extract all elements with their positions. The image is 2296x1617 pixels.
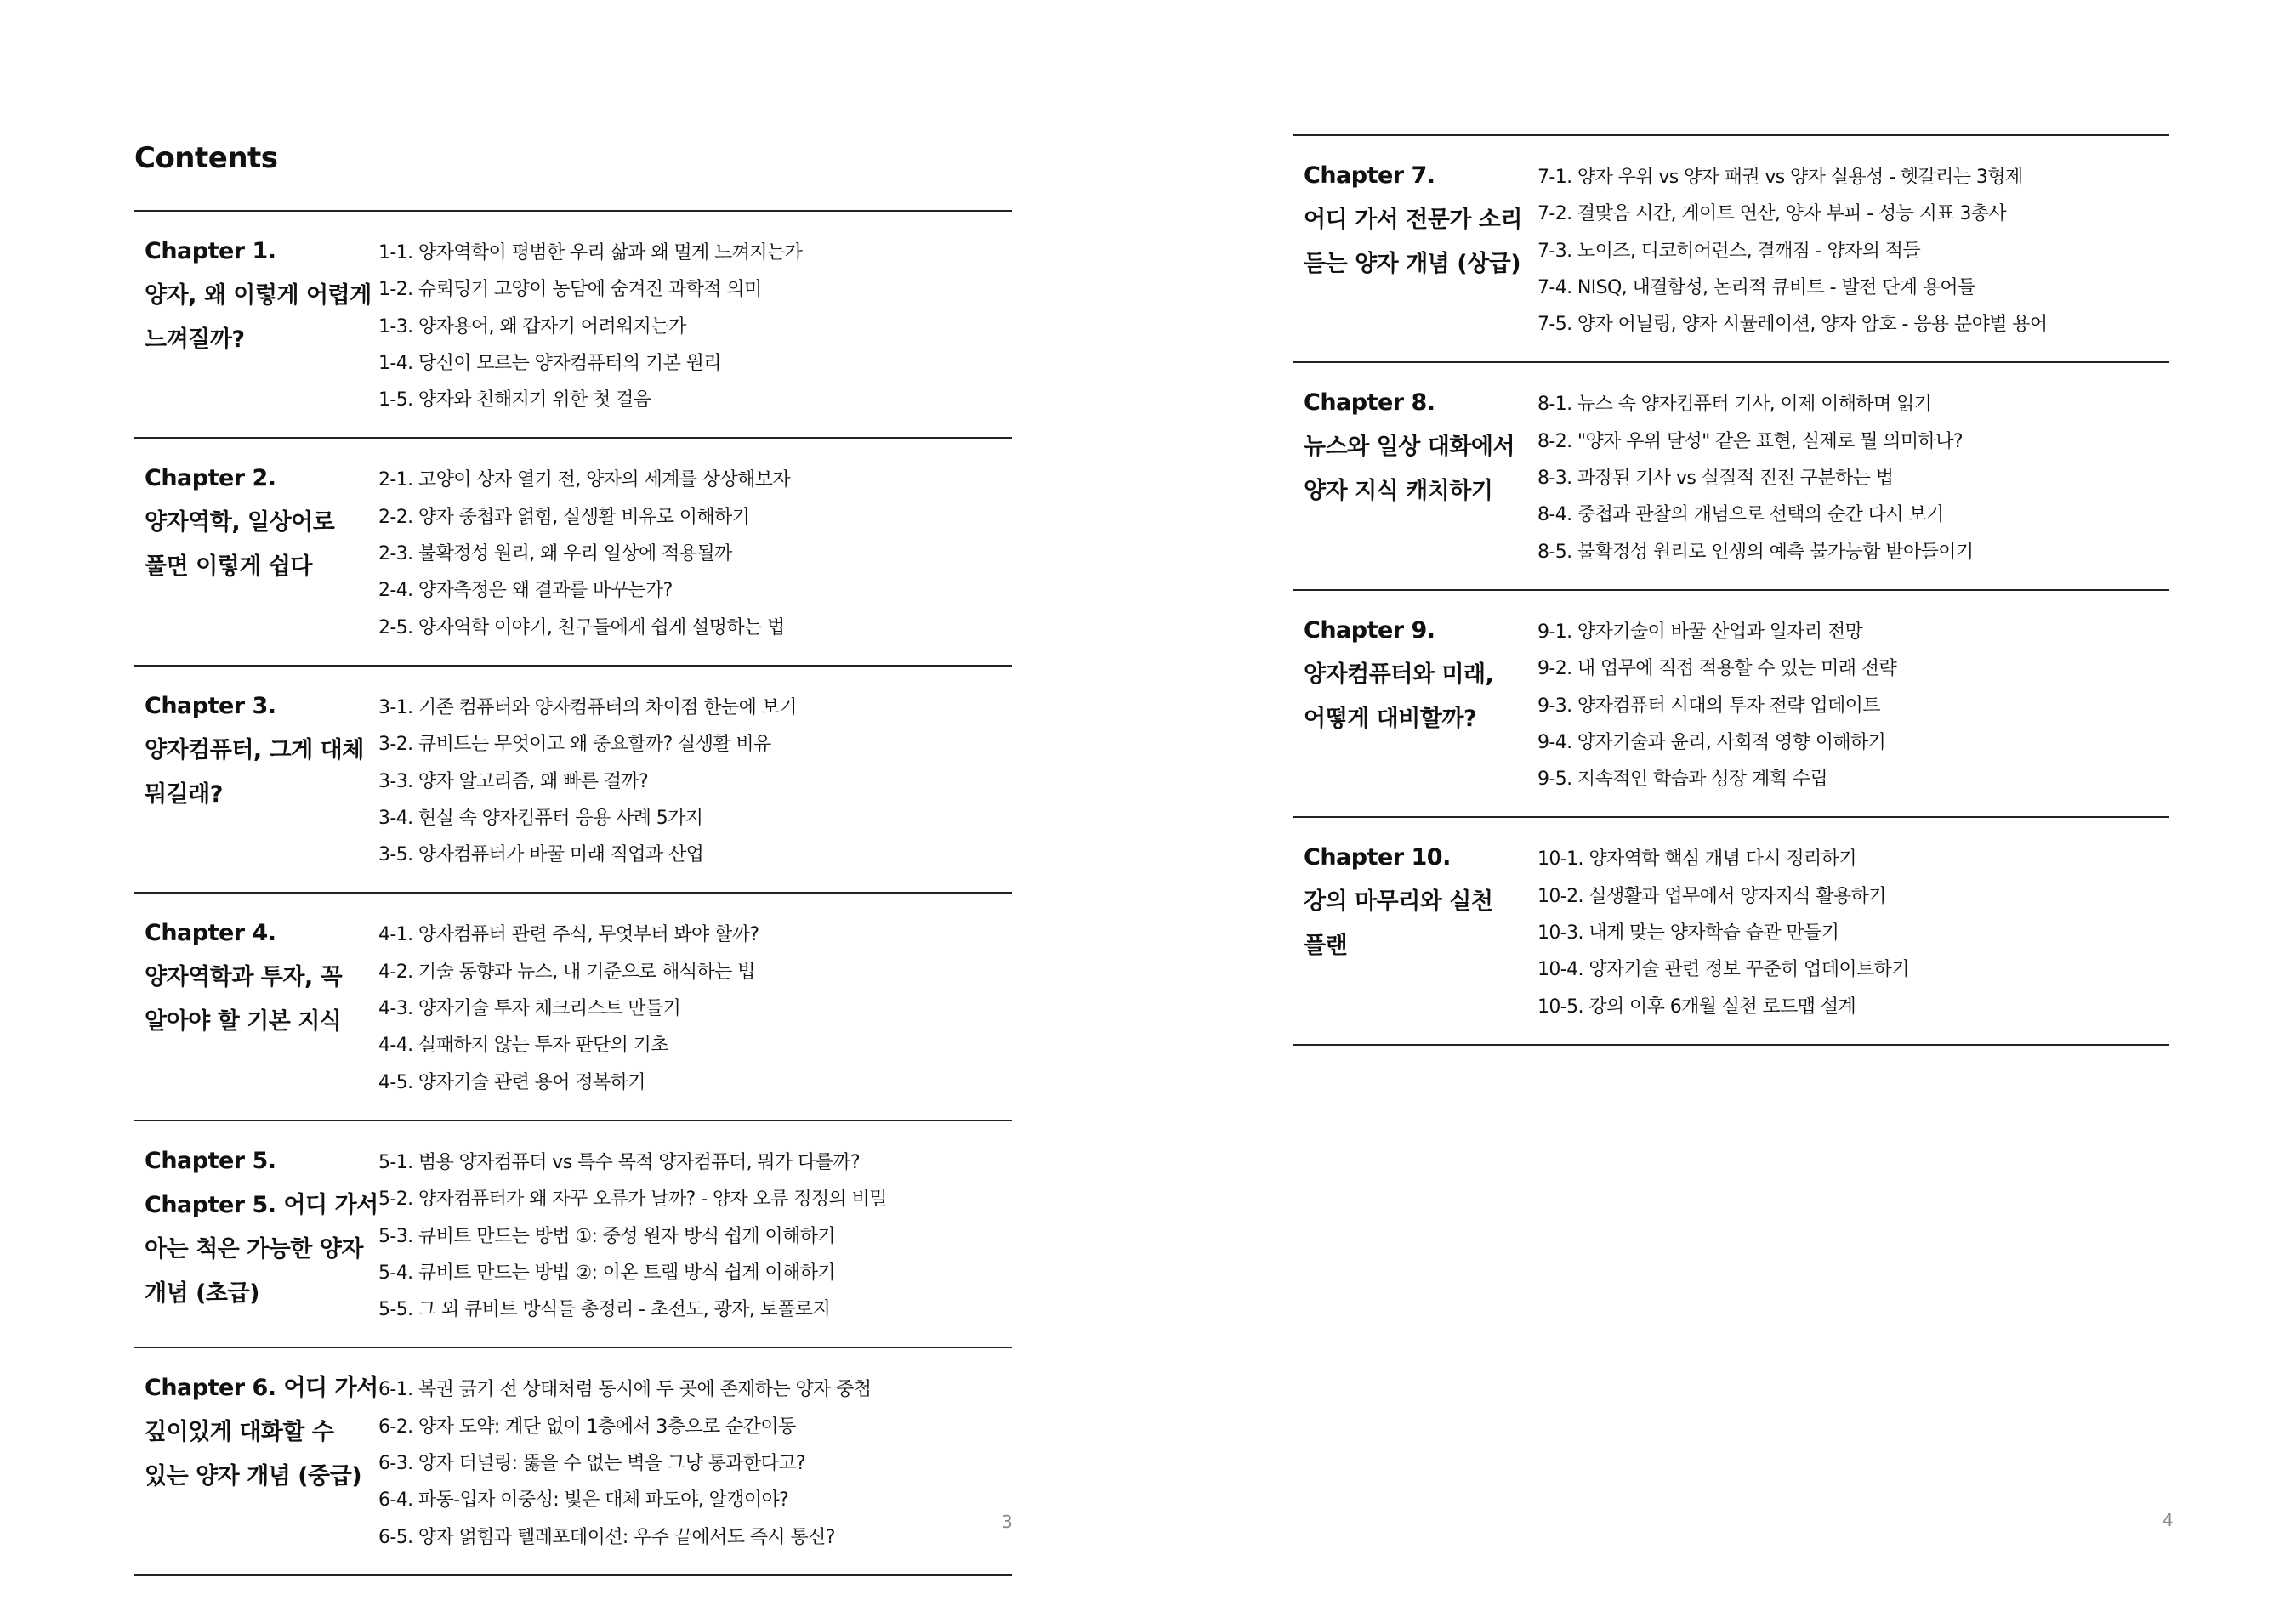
chapter-row: [134, 1348, 1012, 1575]
section-item: 3-1. 기존 컴퓨터와 양자컴퓨터의 차이점 한눈에 보기: [378, 696, 797, 718]
section-item: 6-3. 양자 터널링: 뚫을 수 없는 벽을 그냥 통과한다고?: [378, 1453, 805, 1475]
chapter-title-line: 풀면 이렇게 쉽다: [145, 553, 312, 581]
section-item: 10-4. 양자기술 관련 정보 꾸준히 업데이트하기: [1537, 959, 1909, 981]
section-item: 8-4. 중첩과 관찰의 개념으로 선택의 순간 다시 보기: [1537, 504, 1944, 526]
section-item: 5-1. 범용 양자컴퓨터 vs 특수 목적 양자컴퓨터, 뭐가 다를까?: [378, 1151, 861, 1173]
chapter-title: [1293, 836, 1537, 1024]
section-item: 2-2. 양자 중첩과 얽힘, 실생활 비유로 이해하기: [378, 506, 750, 528]
section-item: 9-3. 양자컴퓨터 시대의 투자 전략 업데이트: [1537, 695, 1880, 717]
section-item: 6-4. 파동-입자 이중성: 빛은 대체 파도야, 알갱이야?: [378, 1489, 789, 1512]
chapter-title-line: 느껴질까?: [145, 326, 245, 353]
section-item: 5-5. 그 외 큐비트 방식들 총정리 - 초전도, 광자, 토폴로지: [378, 1299, 831, 1321]
section-list: [1537, 154, 2169, 343]
section-item: 10-2. 실생활과 업무에서 양자지식 활용하기: [1537, 885, 1886, 907]
section-list: [378, 457, 1012, 645]
contents-heading: Contents: [134, 141, 278, 175]
section-item: 8-5. 불확정성 원리로 인생의 예측 불가능함 받아들이기: [1537, 541, 1974, 563]
chapter-title-line: Chapter 10.: [1304, 844, 1451, 871]
chapter-title-line: Chapter 2.: [145, 465, 276, 492]
chapter-title-line: 양자역학, 일상어로: [145, 509, 335, 536]
chapter-title-line: 개념 (초급): [145, 1279, 259, 1307]
chapter-title-line: 양자역학과 투자, 꼭: [145, 964, 343, 991]
chapter-title-line: 뉴스와 일상 대화에서: [1304, 434, 1515, 461]
chapter-title: [134, 1139, 378, 1328]
chapter-row: [134, 667, 1012, 894]
chapter-title-line: 양자컴퓨터와 미래,: [1304, 661, 1494, 688]
section-item: 9-2. 내 업무에 직접 적용할 수 있는 미래 전략: [1537, 658, 1897, 680]
section-item: 2-1. 고양이 상자 열기 전, 양자의 세계를 상상해보자: [378, 469, 791, 491]
section-item: 5-4. 큐비트 만드는 방법 ②: 이온 트랩 방식 쉽게 이해하기: [378, 1262, 836, 1284]
section-item: 2-5. 양자역학 이야기, 친구들에게 쉽게 설명하는 법: [378, 616, 785, 638]
chapter-title-line: Chapter 5.: [145, 1147, 276, 1174]
section-item: 9-4. 양자기술과 윤리, 사회적 영향 이해하기: [1537, 731, 1886, 753]
section-item: 4-3. 양자기술 투자 체크리스트 만들기: [378, 998, 681, 1020]
chapter-title-line: 어디 가서 전문가 소리: [1304, 207, 1522, 233]
right-page: [1148, 0, 2296, 1617]
section-list: [1537, 609, 2169, 797]
chapter-title-line: Chapter 5. 어디 가서: [145, 1191, 378, 1218]
chapter-title: [134, 230, 378, 418]
section-item: 7-1. 양자 우위 vs 양자 패권 vs 양자 실용성 - 헷갈리는 3형제: [1537, 167, 2023, 188]
section-item: 1-3. 양자용어, 왜 갑자기 어려워지는가: [378, 315, 686, 338]
section-item: 4-2. 기술 동향과 뉴스, 내 기준으로 해석하는 법: [378, 961, 755, 983]
section-item: 4-1. 양자컴퓨터 관련 주식, 무엇부터 봐야 할까?: [378, 924, 759, 946]
chapter-row: [1293, 363, 2169, 590]
chapter-title-line: 어떻게 대비할까?: [1304, 705, 1477, 732]
section-item: 9-5. 지속적인 학습과 성장 계획 수립: [1537, 769, 1827, 791]
section-item: 6-1. 복권 긁기 전 상태처럼 동시에 두 곳에 존재하는 양자 중첩: [378, 1379, 872, 1401]
section-list: [1537, 836, 2169, 1024]
chapter-title: [1293, 381, 1537, 570]
chapter-title-line: Chapter 1.: [145, 238, 276, 264]
section-item: 9-1. 양자기술이 바꿀 산업과 일자리 전망: [1537, 621, 1863, 643]
section-item: 3-5. 양자컴퓨터가 바꿀 미래 직업과 산업: [378, 844, 704, 866]
chapter-title-line: 플랜: [1304, 933, 1348, 960]
chapter-row: [134, 439, 1012, 666]
section-item: 7-4. NISQ, 내결함성, 논리적 큐비트 - 발전 단계 용어들: [1537, 276, 1975, 298]
chapter-title-line: 아는 척은 가능한 양자: [145, 1235, 363, 1262]
chapter-row: [1293, 818, 2169, 1045]
chapter-title-line: Chapter 3.: [145, 692, 276, 719]
chapter-title-line: 깊이있게 대화할 수: [145, 1419, 334, 1446]
table-of-contents-right: [1293, 134, 2169, 1046]
section-item: 2-4. 양자측정은 왜 결과를 바꾸는가?: [378, 580, 673, 602]
section-item: 10-1. 양자역학 핵심 개념 다시 정리하기: [1537, 848, 1857, 871]
chapter-title: [134, 684, 378, 873]
chapter-title: [1293, 609, 1537, 797]
chapter-title-line: 듣는 양자 개념 (상급): [1304, 251, 1521, 277]
chapter-title: [134, 1366, 378, 1555]
chapter-title: [134, 911, 378, 1100]
section-item: 3-2. 큐비트는 무엇이고 왜 중요할까? 실생활 비유: [378, 734, 771, 756]
chapter-title-line: 양자, 왜 이렇게 어렵게: [145, 282, 372, 309]
section-list: [378, 911, 1012, 1100]
chapter-title-line: 양자 지식 캐치하기: [1304, 478, 1493, 505]
section-item: 1-5. 양자와 친해지기 위한 첫 걸음: [378, 389, 651, 411]
page-number: 4: [2162, 1510, 2174, 1530]
chapter-title-line: Chapter 8.: [1304, 389, 1435, 417]
chapter-title-line: Chapter 7.: [1304, 162, 1435, 189]
chapter-row: [1293, 591, 2169, 818]
section-item: 6-5. 양자 얽힘과 텔레포테이션: 우주 끝에서도 즉시 통신?: [378, 1526, 835, 1548]
chapter-title-line: 있는 양자 개념 (중급): [145, 1463, 362, 1490]
section-item: 8-3. 과장된 기사 vs 실질적 진전 구분하는 법: [1537, 468, 1894, 490]
section-item: 1-1. 양자역학이 평범한 우리 삶과 왜 멀게 느껴지는가: [378, 242, 803, 264]
section-item: 1-2. 슈뢰딩거 고양이 농담에 숨겨진 과학적 의미: [378, 279, 762, 301]
chapter-title-line: 뭐길래?: [145, 780, 223, 808]
chapter-row: [134, 894, 1012, 1121]
section-item: 7-2. 결맞음 시간, 게이트 연산, 양자 부피 - 성능 지표 3총사: [1537, 203, 2007, 225]
section-item: 5-2. 양자컴퓨터가 왜 자꾸 오류가 날까? - 양자 오류 정정의 비밀: [378, 1189, 887, 1211]
section-item: 2-3. 불확정성 원리, 왜 우리 일상에 적용될까: [378, 543, 732, 565]
chapter-title: [134, 457, 378, 645]
chapter-title: [1293, 154, 1537, 343]
chapter-title-line: 강의 마무리와 실천: [1304, 888, 1493, 916]
section-item: 5-3. 큐비트 만드는 방법 ①: 중성 원자 방식 쉽게 이해하기: [378, 1225, 836, 1247]
chapter-title-line: 양자컴퓨터, 그게 대체: [145, 736, 364, 763]
chapter-title-line: Chapter 4.: [145, 920, 276, 947]
section-list: [1537, 381, 2169, 570]
chapter-row: [1293, 136, 2169, 363]
section-item: 3-4. 현실 속 양자컴퓨터 응용 사례 5가지: [378, 807, 703, 829]
section-item: 4-4. 실패하지 않는 투자 판단의 기초: [378, 1035, 668, 1057]
section-item: 7-5. 양자 어닐링, 양자 시뮬레이션, 양자 암호 - 응용 분야별 용어: [1537, 314, 2048, 336]
section-item: 1-4. 당신이 모르는 양자컴퓨터의 기본 원리: [378, 352, 721, 374]
section-item: 7-3. 노이즈, 디코히어런스, 결깨짐 - 양자의 적들: [1537, 240, 1921, 262]
section-item: 8-1. 뉴스 속 양자컴퓨터 기사, 이제 이해하며 읽기: [1537, 394, 1932, 416]
section-list: [378, 230, 1012, 418]
section-list: [378, 684, 1012, 873]
section-item: 4-5. 양자기술 관련 용어 정복하기: [378, 1071, 645, 1093]
chapter-row: [134, 212, 1012, 439]
section-item: 3-3. 양자 알고리즘, 왜 빠른 걸까?: [378, 770, 649, 792]
section-item: 10-5. 강의 이후 6개월 실천 로드맵 설계: [1537, 996, 1856, 1018]
page-number: 3: [1002, 1512, 1013, 1532]
chapter-title-line: Chapter 6. 어디 가서: [145, 1375, 378, 1402]
section-item: 8-2. "양자 우위 달성" 같은 표현, 실제로 뭘 의미하나?: [1537, 430, 1963, 452]
section-list: [378, 1139, 1012, 1328]
chapter-title-line: Chapter 9.: [1304, 616, 1435, 644]
chapter-row: [134, 1121, 1012, 1348]
chapter-title-line: 알아야 할 기본 지식: [145, 1008, 342, 1035]
section-list: [378, 1366, 1012, 1555]
section-item: 6-2. 양자 도약: 계단 없이 1층에서 3층으로 순간이동: [378, 1416, 796, 1438]
table-of-contents-left: [134, 210, 1012, 1576]
section-item: 10-3. 내게 맞는 양자학습 습관 만들기: [1537, 922, 1839, 945]
